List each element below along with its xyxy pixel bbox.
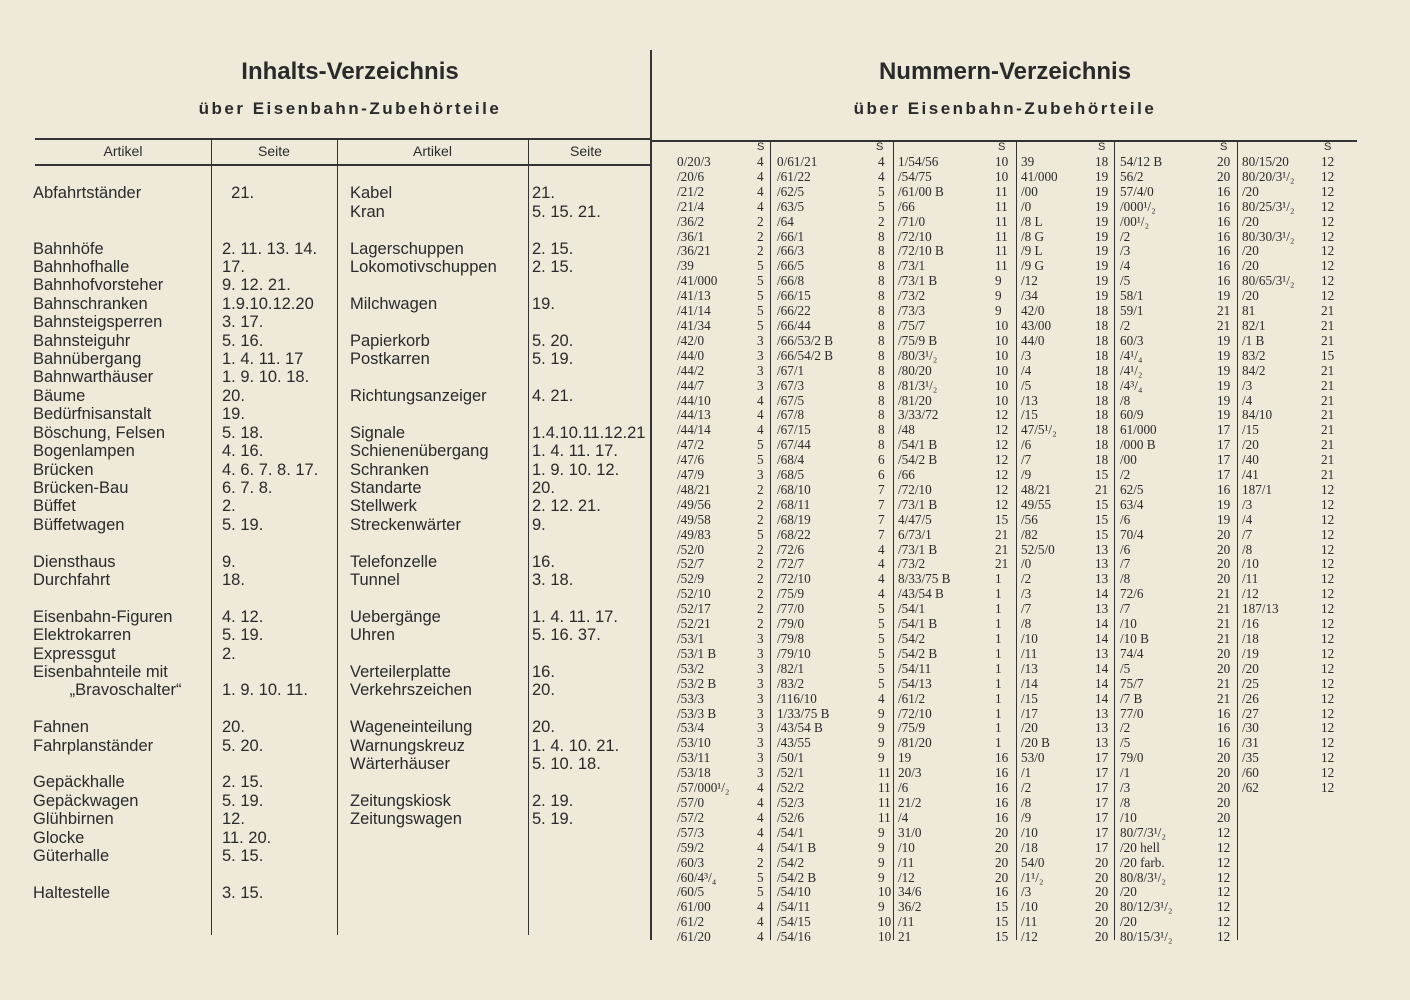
s-label-5: S [1220,141,1228,153]
num-col-rule-3 [1016,142,1017,940]
page-list-1: 21. 2. 11. 13. 14. 17. 9. 12. 21. 1.9.10.12.20 3. 17. 5. 16. 1. 4. 11. 17 1. 9. 10. 18. 20. 19. 5. 18. 4. 16. 4. 6. 7. 8. 17. 6. 7. 8. 2. 5. 19. 9. 18. 4. 12. 5. 19. 2. 1. 9. 10. 11. 20. 5. 20. 2. 15. 5. 19. 12. 11. 20. 5. 15. 3. 15. [222,184,319,902]
header-artikel-1: Artikel [103,143,143,159]
page-number-list-4: 18 19 19 19 19 19 19 19 19 19 18 18 18 18 18 18 18 18 18 18 18 15 21 15 15 15 13 13 13 14 13 14 14 13 14 14 14 13 13 13 17 17 17 17 17 17 17 20 20 20 20 20 20 [1095,154,1109,945]
number-index-title: Nummern-Verzeichnis [878,58,1132,85]
page-number-list-6: 12 12 12 12 12 12 12 12 12 12 21 21 21 15 21 21 21 21 21 21 21 21 12 12 12 12 12 12 12 12 12 12 12 12 12 12 12 12 12 12 12 12 12 [1321,154,1335,796]
number-list-1: 0/20/3 /20/6 /21/2 /21/4 /36/2 /36/1 /36/21 /39 /41/000 /41/13 /41/14 /41/34 /42/0 /44/0 /44/2 /44/7 /44/10 /44/13 /44/14 /47/2 /47/6 /47/9 /48/21 /49/56 /49/58 /49/83 /52/0 /52/7 /52/9 /52/10 /52/17 /52/21 /53/1 /53/1 B /53/2 /53/2 B /53/3 /53/3 B /53/4 /53/10 /53/11 /53/18 /57/000¹/₂ /57/0 /57/2 /57/3 /59/2 /60/3 /60/4³/₄ /60/5 /61/00 /61/2 /61/20 [677,154,730,945]
number-list-6: 80/15/20 80/20/3¹/₂ /20 80/25/3¹/₂ /20 80/30/3¹/₂ /20 /20 80/65/3¹/₂ /20 81 82/1 /1 B 83/2 84/2 /3 /4 84/10 /15 /20 /40 /41 187/1 /3 /4 /7 /8 /10 /11 /12 187/13 /16 /18 /19 /20 /25 /26 /27 /30 /31 /35 /60 /62 [1242,154,1295,796]
index-subtitle: über Eisenbahn-Zubehörteile [198,99,502,118]
num-col-rule-4 [1114,142,1115,940]
s-label-6: S [1324,141,1332,153]
header-artikel-2: Artikel [413,143,452,159]
number-list-3: 1/54/56 /54/75 /61/00 B /66 /71/0 /72/10 /72/10 B /73/1 /73/1 B /73/2 /73/3 /75/7 /75/9 B /80/3¹/₂ /80/20 /81/3¹/₂ /81/20 3/33/72 /48 /54/1 B /54/2 B /66 /72/10 /73/1 B 4/47/5 6/73/1 /73/1 B /73/2 8/33/75 B /43/54 B /54/1 /54/1 B /54/2 /54/2 B /54/11 /54/13 /61/2 /72/10 /75/9 /81/20 19 20/3 /6 21/2 /4 31/0 /10 /11 /12 34/6 36/2 /11 21 [898,154,951,945]
index-title: Inhalts-Verzeichnis [241,58,459,85]
header-seite-1: Seite [258,143,290,159]
page-number-list-2: 4 4 5 5 2 8 8 8 8 8 8 8 8 8 8 8 8 8 8 8 6 6 7 7 7 7 4 4 4 4 5 5 5 5 5 5 4 9 9 9 9 11 11 11 11 9 9 9 9 10 9 10 10 [878,154,892,945]
page-list-2: 21. 5. 15. 21. 2. 15. 2. 15. 19. 5. 20. 5. 19. 4. 21. 1.4.10.11.12.21 1. 4. 11. 17. 1. 9. 10. 12. 20. 2. 12. 21. 9. 16. 3. 18. 1. 4. 11. 17. 5. 16. 37. 16. 20. 20. 1. 4. 10. 21. 5. 10. 18. 2. 19. 5. 19. [532,184,646,829]
page-number-list-1: 4 4 4 4 2 2 2 5 5 5 5 5 3 3 3 3 4 4 4 5 5 3 2 2 2 5 2 2 2 2 2 2 3 3 3 3 3 3 3 3 3 3 4 4 4 4 4 2 5 5 4 4 4 [757,154,764,945]
number-list-2: 0/61/21 /61/22 /62/5 /63/5 /64 /66/1 /66/3 /66/5 /66/8 /66/15 /66/22 /66/44 /66/53/2 B /66/54/2 B /67/1 /67/3 /67/5 /67/8 /67/15 /67/44 /68/4 /68/5 /68/10 /68/11 /68/19 /68/22 /72/6 /72/7 /72/10 /75/9 /77/0 /79/0 /79/8 /79/10 /82/1 /83/2 /116/10 1/33/75 B /43/54 B /43/55 /50/1 /52/1 /52/2 /52/3 /52/6 /54/1 /54/1 B /54/2 /54/2 B /54/10 /54/11 /54/15 /54/16 [777,154,834,945]
center-divider [650,50,652,940]
s-label-2: S [876,141,884,153]
number-list-4: 39 41/000 /00 /0 /8 L /8 G /9 L /9 G /12 /34 42/0 43/00 44/0 /3 /4 /5 /13 /15 47/5¹/₂ /6 /7 /9 48/21 49/55 /56 /82 52/5/0 /0 /2 /3 /7 /8 /10 /11 /13 /14 /15 /17 /20 /20 B 53/0 /1 /2 /8 /9 /10 /18 54/0 /1¹/₂ /3 /10 /11 /12 [1021,154,1058,945]
left-top-rule [35,138,650,140]
s-label-1: S [757,141,765,153]
article-list-2: Kabel Kran Lagerschuppen Lokomotivschuppen Milchwagen Papierkorb Postkarren Richtungsanzeiger Signale Schienenübergang Schranken Standarte Stellwerk Streckenwärter Telefonzelle Tunnel Uebergänge Uhren Verteilerplatte Verkehrszeichen Wageneinteilung Warnungskreuz Wärterhäuser Zeitungskiosk Zeitungswagen [350,184,497,829]
left-col-divider-3 [528,140,529,935]
header-seite-2: Seite [570,143,602,159]
number-list-5: 54/12 B 56/2 57/4/0 /000¹/₂ /00¹/₂ /2 /3 /4 /5 58/1 59/1 /2 60/3 /4¹/₄ /4¹/₂ /4³/₄ /8 60/9 61/000 /000 B /00 /2 62/5 63/4 /6 70/4 /6 /7 /8 72/6 /7 /10 /10 B 74/4 /5 75/7 /7 B 77/0 /2 /5 79/0 /1 /3 /8 /10 80/7/3¹/₂ /20 hell /20 farb. 80/8/3¹/₂ /20 80/12/3¹/₂ /20 80/15/3¹/₂ [1120,154,1173,945]
left-col-divider-1 [211,140,212,935]
page-number-list-5: 20 20 16 16 16 16 16 16 16 19 21 21 19 19 19 19 19 19 17 17 17 17 16 19 19 20 20 20 20 21 21 21 21 20 20 21 21 16 16 16 20 20 20 20 20 12 12 12 12 12 12 12 12 [1217,154,1231,945]
article-list-1: Abfahrtständer Bahnhöfe Bahnhofhalle Bahnhofvorsteher Bahnschranken Bahnsteigsperren Bahnsteiguhr Bahnübergang Bahnwarthäuser Bäume Bedürfnisanstalt Böschung, Felsen Bogenlampen Brücken Brücken-Bau Büffet Büffetwagen Diensthaus Durchfahrt Eisenbahn-Figuren Elektrokarren Expressgut Eisenbahnteile mit „Bravoschalter“ Fahnen Fahrplanständer Gepäckhalle Gepäckwagen Glühbirnen Glocke Güterhalle Haltestelle [33,184,182,902]
num-col-rule-1 [770,142,771,940]
page-number-list-3: 10 10 11 11 11 11 11 11 9 9 9 10 10 10 10 10 10 12 12 12 12 12 12 12 15 21 21 21 1 1 1 1 1 1 1 1 1 1 1 1 16 16 16 16 16 20 20 20 20 16 15 15 15 [995,154,1009,945]
number-index-subtitle: über Eisenbahn-Zubehörteile [853,99,1157,118]
s-label-4: S [1098,141,1106,153]
num-col-rule-5 [1237,142,1238,940]
s-label-3: S [998,141,1006,153]
left-col-divider-2 [337,140,338,935]
num-col-rule-2 [893,142,894,940]
